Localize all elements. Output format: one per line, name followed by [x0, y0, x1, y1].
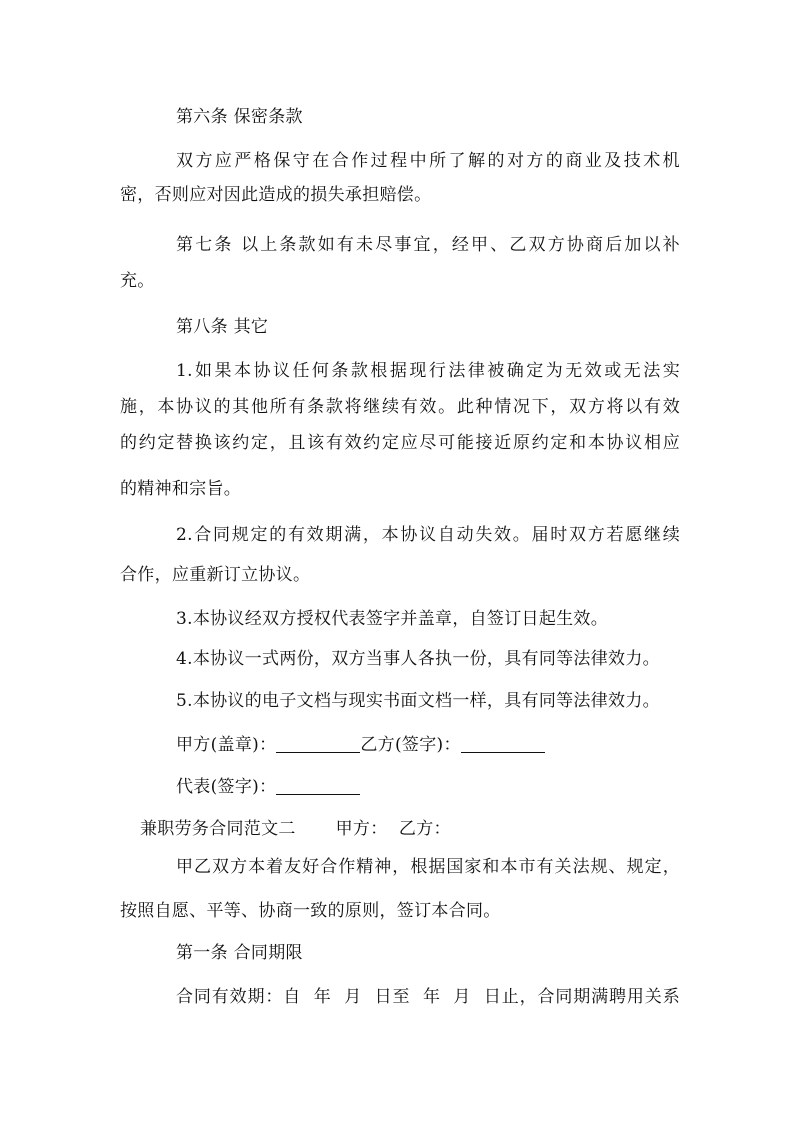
article-7-line: 第七条 以上条款如有未尽事宜，经甲、乙双方协商后加以补	[176, 235, 680, 255]
second-contract-heading: 兼职劳务合同范文二 甲方： 乙方：	[140, 819, 451, 839]
paragraph-line: 双方应严格保守在合作过程中所了解的对方的商业及技术机	[176, 151, 680, 171]
representative-label: 代表(签字)：	[176, 777, 277, 797]
paragraph-line: 的精神和宗旨。	[120, 479, 242, 499]
clause-3-line: 3.本协议经双方授权代表签字并盖章，自签订日起生效。	[176, 609, 609, 629]
paragraph-line: 充。	[120, 271, 155, 291]
contract-period-line: 合同有效期：自 年 月 日至 年 月 日止，合同期满聘用关系	[176, 987, 680, 1007]
clause-2-line: 2.合同规定的有效期满，本协议自动失效。届时双方若愿继续	[176, 525, 680, 545]
signature-line-parties	[176, 734, 680, 756]
party-a-blank	[276, 736, 360, 753]
party-b-label: 乙方(签字)：	[360, 735, 461, 755]
representative-blank	[276, 778, 360, 795]
paragraph-line: 的约定替换该约定，且该有效约定应尽可能接近原约定和本协议相应	[120, 433, 680, 453]
paragraph-line: 甲乙双方本着友好合作精神，根据国家和本市有关法规、规定，	[176, 857, 680, 877]
clause-4-line: 4.本协议一式两份，双方当事人各执一份，具有同等法律效力。	[176, 649, 660, 669]
party-b-blank	[461, 736, 545, 753]
article-1-heading: 第一条 合同期限	[176, 943, 303, 963]
paragraph-line: 按照自愿、平等、协商一致的原则，签订本合同。	[120, 901, 501, 921]
party-a-label: 甲方(盖章)：	[176, 735, 277, 755]
article-6-heading: 第六条 保密条款	[176, 107, 303, 127]
clause-1-line: 1.如果本协议任何条款根据现行法律被确定为无效或无法实	[176, 361, 680, 381]
paragraph-line: 合作，应重新订立协议。	[120, 565, 311, 585]
signature-line-representative	[176, 776, 680, 798]
article-8-heading: 第八条 其它	[176, 317, 269, 337]
paragraph-line: 密，否则应对因此造成的损失承担赔偿。	[120, 185, 432, 205]
paragraph-line: 施，本协议的其他所有条款将继续有效。此种情况下，双方将以有效	[120, 397, 680, 417]
clause-5-line: 5.本协议的电子文档与现实书面文档一样，具有同等法律效力。	[176, 691, 660, 711]
